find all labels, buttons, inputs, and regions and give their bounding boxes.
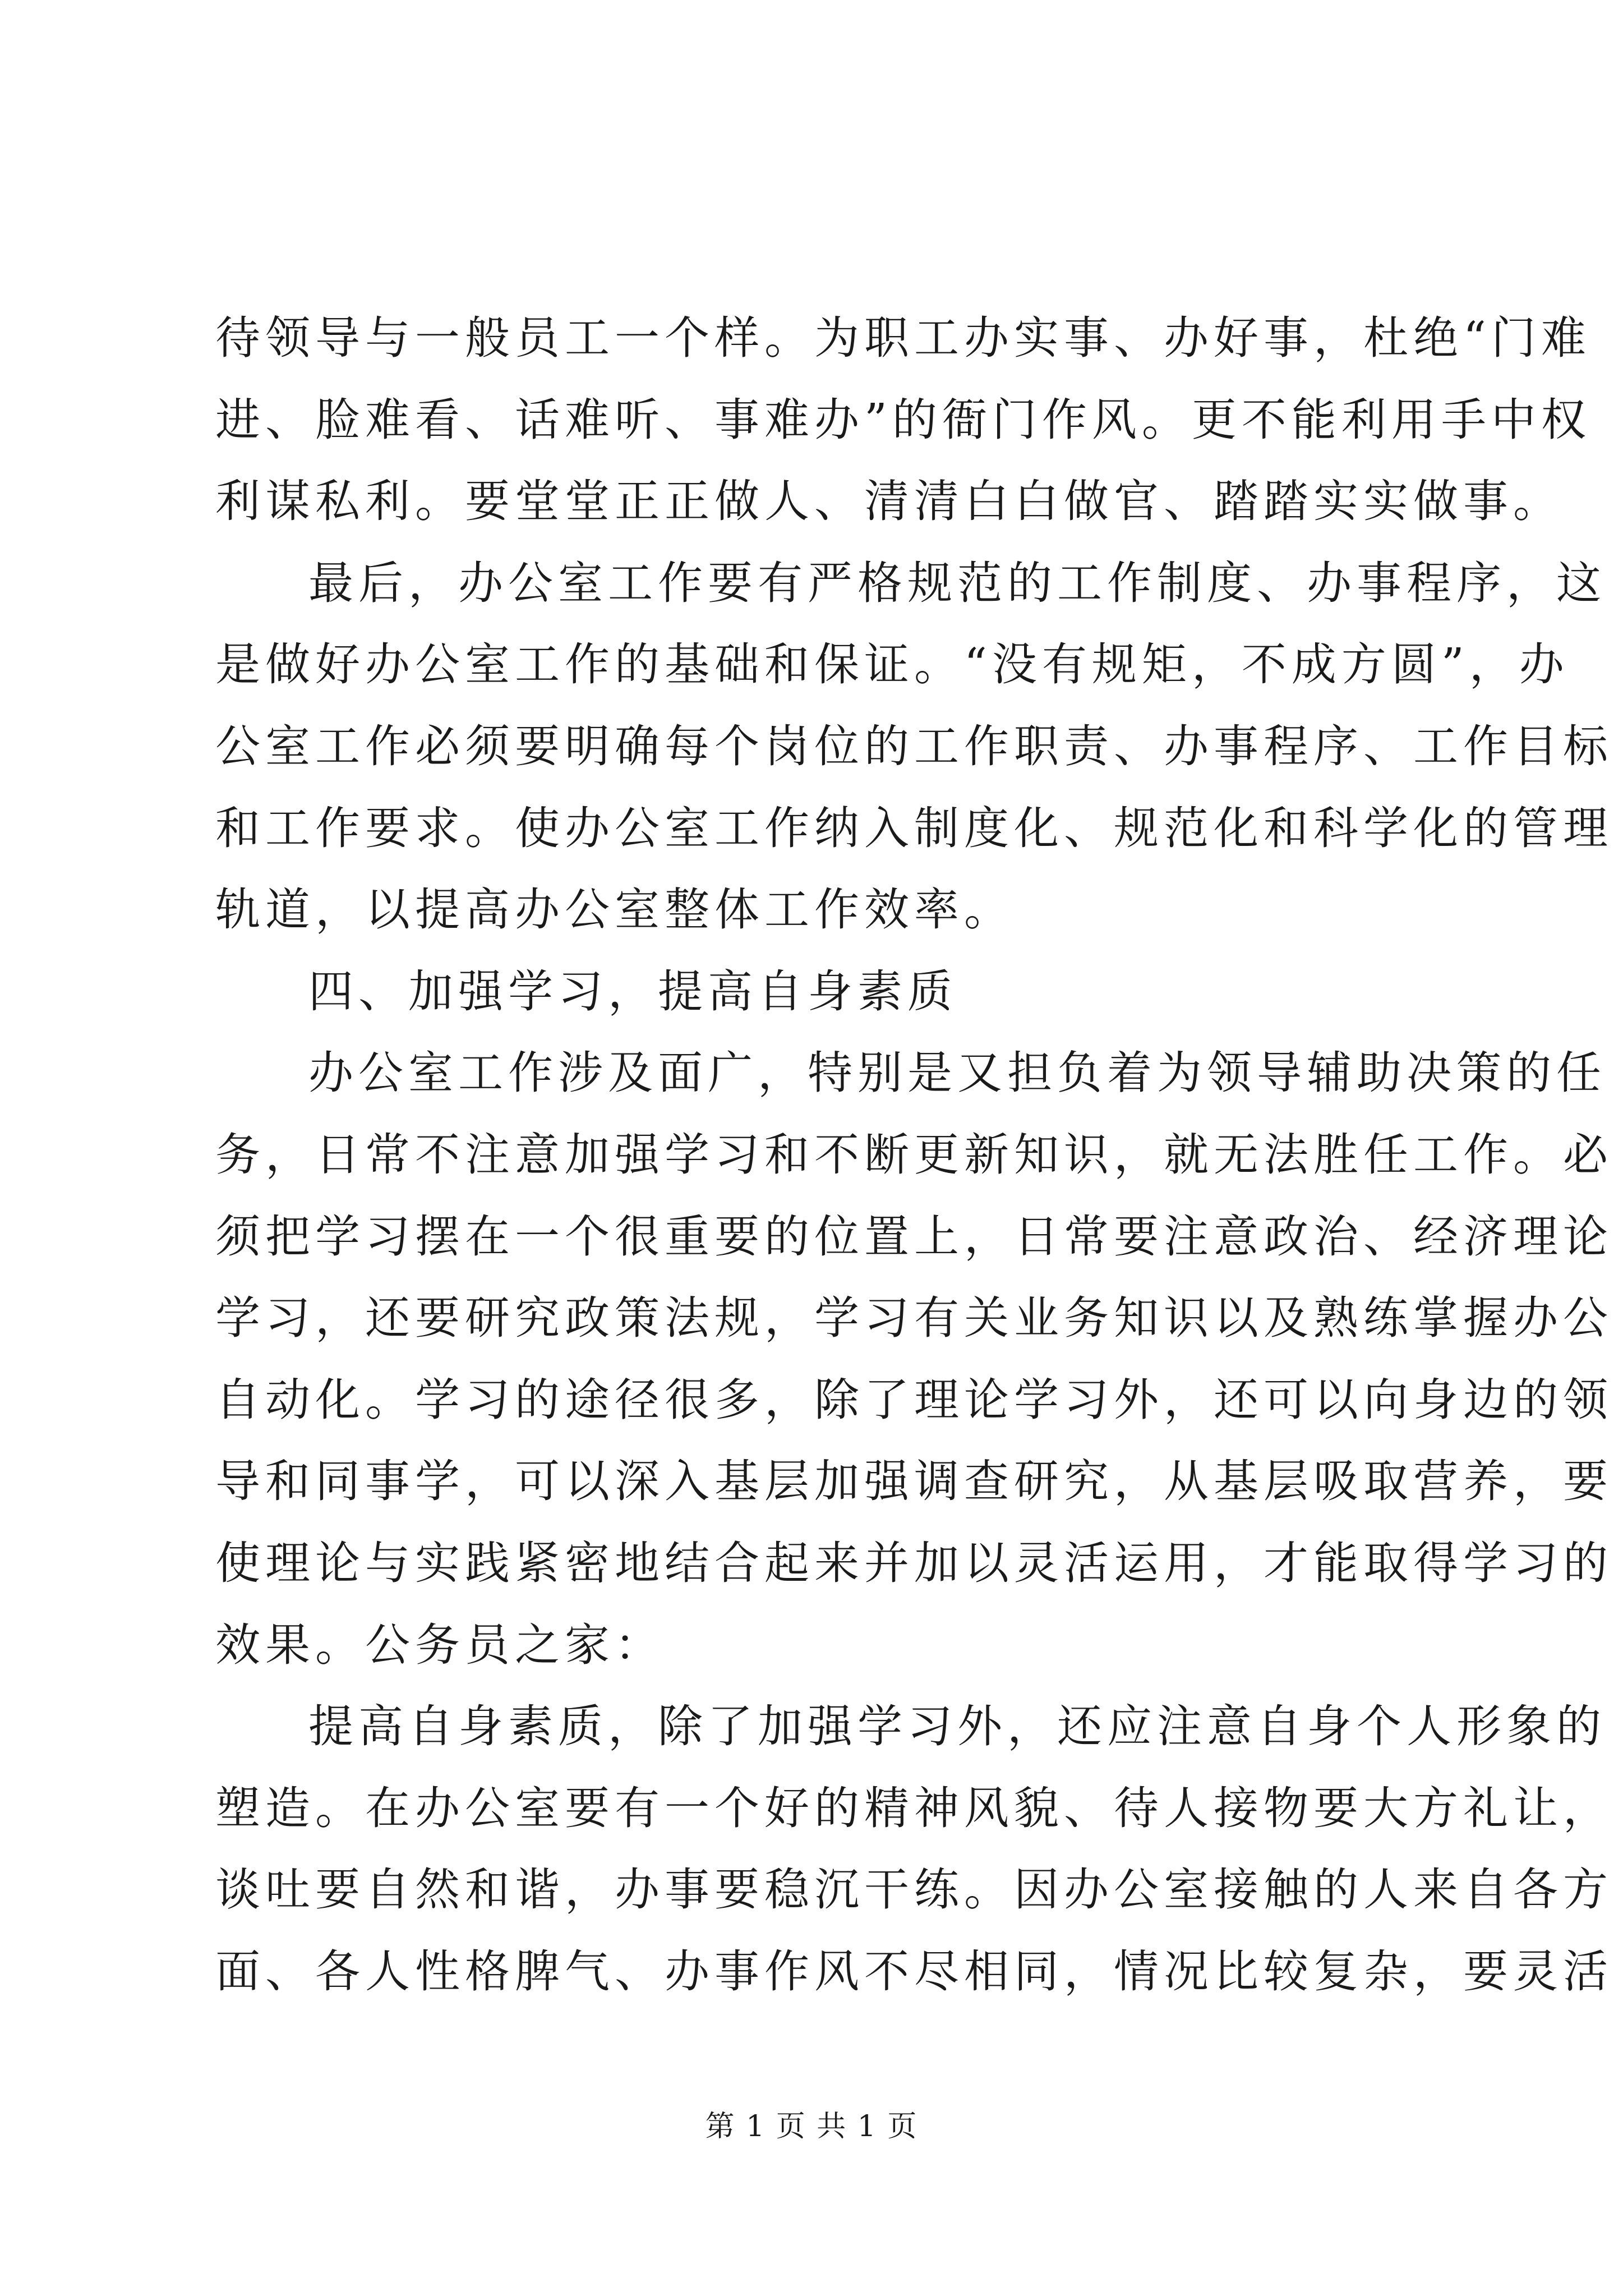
text-line: 学习，还要研究政策法规，学习有关业务知识以及熟练掌握办公: [215, 1292, 1613, 1345]
text-line: 导和同事学，可以深入基层加强调查研究，从基层吸取营养，要: [215, 1455, 1613, 1508]
text-line: 使理论与实践紧密地结合起来并加以灵活运用，才能取得学习的: [215, 1536, 1613, 1589]
document-body: [215, 297, 1613, 2012]
paragraph-start-line: 最后，办公室工作要有严格规范的工作制度、办事程序，这: [308, 556, 1606, 609]
text-line: 务，日常不注意加强学习和不断更新知识，就无法胜任工作。必: [215, 1128, 1613, 1181]
section-heading: 四、加强学习，提高自身素质: [308, 965, 957, 1018]
text-line: 进、脸难看、话难听、事难办”的衙门作风。更不能利用手中权: [215, 393, 1591, 446]
text-line: 轨道，以提高办公室整体工作效率。: [215, 884, 1014, 936]
text-line: 待领导与一般员工一个样。为职工办实事、办好事，杜绝“门难: [215, 312, 1591, 364]
page-footer: 第 1 页 共 1 页: [705, 2110, 918, 2143]
text-line: 效果。公务员之家：: [215, 1618, 665, 1671]
text-line: 和工作要求。使办公室工作纳入制度化、规范化和科学化的管理: [215, 802, 1613, 854]
paragraph-start-line: 办公室工作涉及面广，特别是又担负着为领导辅助决策的任: [308, 1047, 1606, 1099]
text-line: 自动化。学习的途径很多，除了理论学习外，还可以向身边的领: [215, 1373, 1613, 1426]
paragraph-start-line: 提高自身素质，除了加强学习外，还应注意自身个人形象的: [308, 1700, 1606, 1753]
text-line: 利谋私利。要堂堂正正做人、清清白白做官、踏踏实实做事。: [215, 475, 1563, 528]
text-line: 面、各人性格脾气、办事作风不尽相同，情况比较复杂，要灵活: [215, 1945, 1613, 1998]
text-line: 须把学习摆在一个很重要的位置上，日常要注意政治、经济理论: [215, 1210, 1613, 1263]
text-line: 塑造。在办公室要有一个好的精神风貌、待人接物要大方礼让，: [215, 1782, 1613, 1834]
text-line: 是做好办公室工作的基础和保证。“没有规矩，不成方圆”，办: [215, 638, 1569, 691]
text-line: 谈吐要自然和谐，办事要稳沉干练。因办公室接触的人来自各方: [215, 1864, 1613, 1916]
text-line: 公室工作必须要明确每个岗位的工作职责、办事程序、工作目标: [215, 720, 1613, 772]
